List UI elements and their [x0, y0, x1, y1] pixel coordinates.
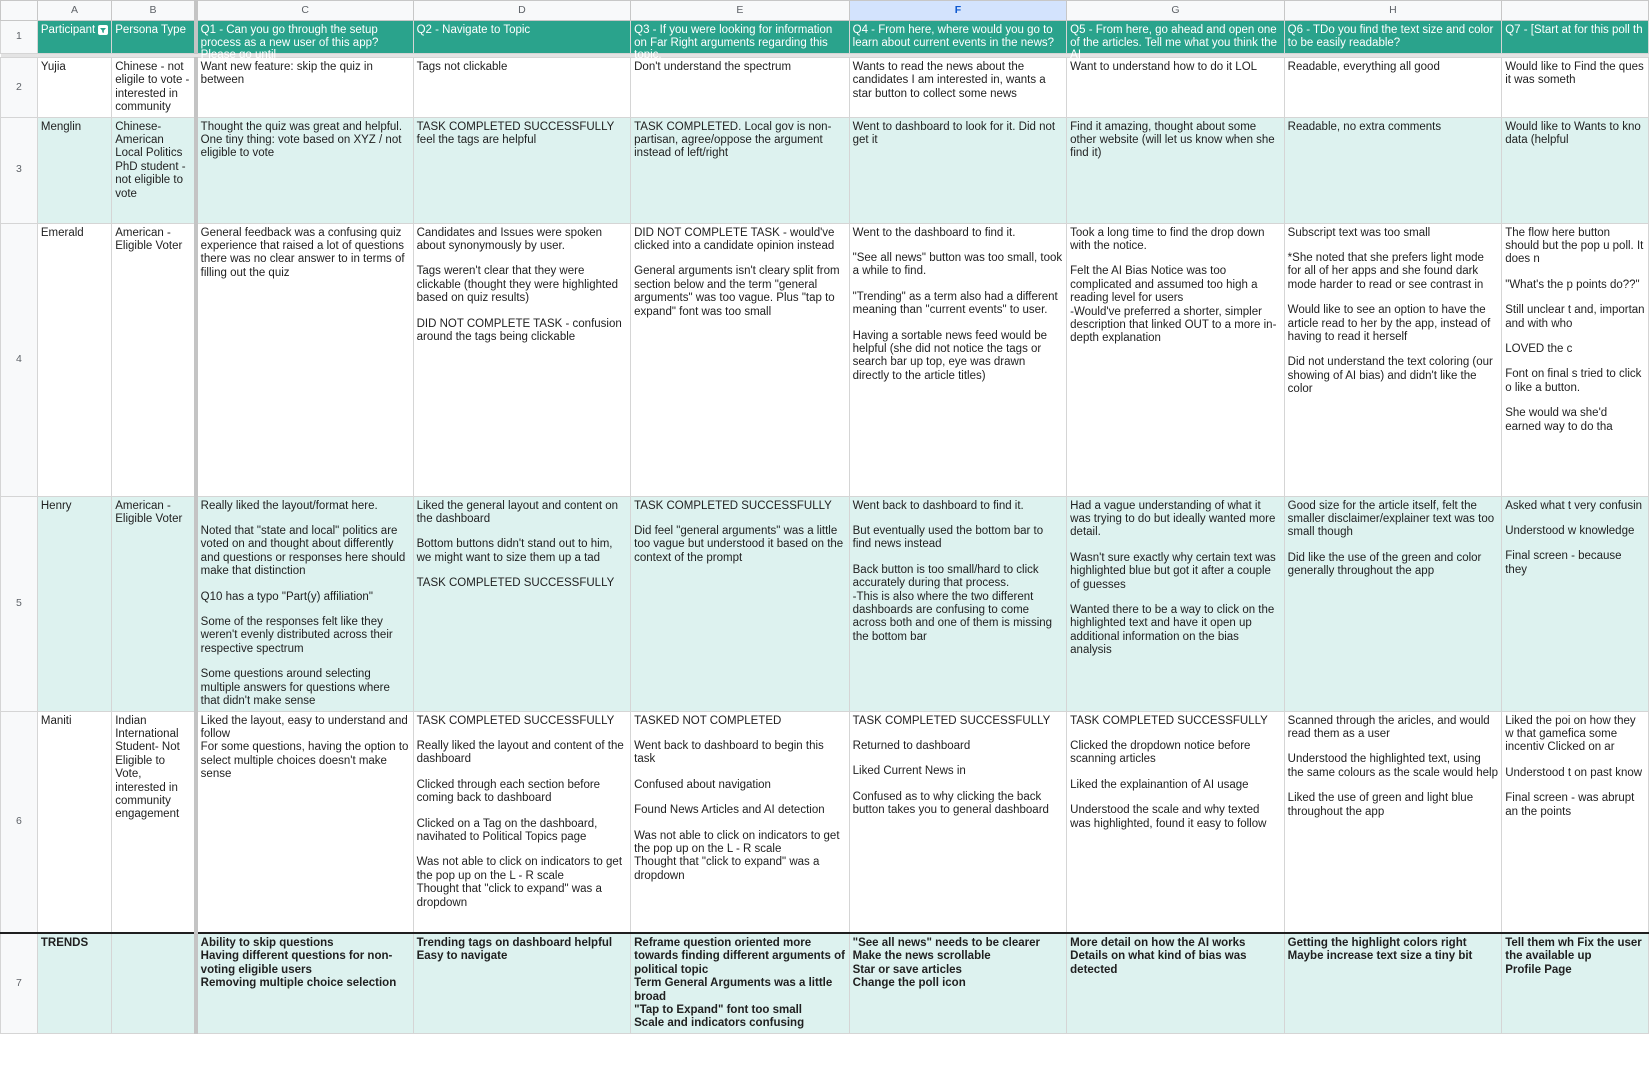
answer-paragraph: Went back to dashboard to find it.: [852, 499, 1024, 512]
answer-paragraph: Good size for the article itself, felt the smaller disclaimer/explainer text was too small though: [1287, 499, 1495, 539]
answer-cell-q1[interactable]: [196, 711, 413, 933]
answer-paragraph: Would like to Find the ques it was someth: [1505, 61, 1644, 87]
table-row: [1, 711, 1649, 933]
row-number[interactable]: 4: [1, 223, 38, 496]
answer-paragraph: Clicked through each section before coming back to dashboard: [416, 778, 601, 805]
answer-paragraph: DID NOT COMPLETE TASK - confusion around the tags being clickable: [416, 317, 622, 344]
answer-paragraph: Scanned through the aricles, and would read them as a user: [1287, 714, 1490, 740]
row-number[interactable]: 1: [1, 21, 38, 54]
participant-name: Yujia: [40, 61, 66, 73]
answer-paragraph: Wasn't sure exactly why certain text was highlighted blue but got it after a couple of guesses: [1070, 551, 1276, 591]
header-participant-cell: [38, 21, 111, 53]
answer-cell-q3[interactable]: [631, 711, 850, 933]
persona-text: American - Eligible Voter: [115, 499, 183, 526]
answer-cell-q6[interactable]: [1284, 496, 1502, 711]
participant-name: Henry: [40, 499, 72, 512]
header-persona-cell: Persona Type: [115, 24, 186, 36]
answer-text: [850, 118, 1067, 150]
answer-paragraph: Would like to Wants to kno data (helpful: [1505, 120, 1641, 147]
answer-paragraph: Had a vague understanding of what it was trying to do but ideally wanted more detail.: [1070, 499, 1276, 539]
answer-paragraph: Readable, everything all good: [1287, 61, 1440, 73]
column-letter-next[interactable]: [1502, 1, 1649, 21]
answer-text: [631, 58, 849, 76]
answer-text: [198, 58, 413, 90]
answer-paragraph: Back button is too small/hard to click accurately during that process. -This is also where the two different dashboards are confusing to come across both and one of them is missing the bottom bar: [852, 563, 1053, 643]
answer-paragraph: TASK COMPLETED SUCCESSFULLY: [416, 577, 615, 590]
answer-cell-q6[interactable]: [1284, 58, 1502, 118]
answer-paragraph: Understood the highlighted text, using the same colours as the scale would help: [1287, 753, 1498, 779]
trend-cell-q2[interactable]: [413, 933, 631, 1033]
answer-cell-q2[interactable]: [413, 58, 631, 118]
answer-paragraph: Q10 has a typo "Part(y) affiliation": [200, 590, 373, 603]
answer-paragraph: Confused as to why clicking the back button takes you to general dashboard: [852, 790, 1049, 817]
table-row: [1, 117, 1649, 223]
header-question-text: Q3 - If you were looking for information on Far Right arguments regarding this topic,: [634, 24, 833, 62]
answer-cell-q2[interactable]: [413, 117, 631, 223]
header-persona[interactable]: [112, 21, 196, 54]
answer-text: [850, 497, 1067, 647]
answer-paragraph: TASK COMPLETED SUCCESSFULLY: [634, 499, 832, 512]
column-header-row: [1, 1, 1649, 21]
answer-paragraph: Tags not clickable: [416, 61, 508, 73]
answer-cell-q1[interactable]: [196, 496, 413, 711]
trend-cell-q6[interactable]: [1284, 933, 1502, 1033]
answer-paragraph: Find it amazing, thought about some other website (will let us know when she find it): [1070, 120, 1275, 160]
answer-cell-q2[interactable]: [413, 711, 631, 933]
row-number[interactable]: 6: [1, 711, 38, 933]
answer-paragraph: Wanted there to be a way to click on the highlighted text and have it open up additional information on the bias analysis: [1070, 604, 1275, 657]
answer-paragraph: DID NOT COMPLETE TASK - would've clicked into a candidate opinion instead: [634, 226, 835, 253]
trend-cell-q1[interactable]: [196, 933, 413, 1033]
participant-cell[interactable]: [37, 117, 111, 223]
answer-paragraph: *She noted that she prefers light mode for all of her apps and she found dark mode harder to read or see contrast in: [1287, 252, 1484, 291]
column-letter-h[interactable]: H: [1284, 1, 1502, 21]
answer-paragraph: Liked the general layout and content on the dashboard: [416, 499, 619, 526]
answer-cell-q3[interactable]: [631, 117, 850, 223]
answer-cell-q7[interactable]: [1502, 117, 1649, 223]
table-row: [1, 223, 1649, 496]
answer-paragraph: Found News Articles and AI detection: [634, 804, 825, 817]
trend-cell-q7[interactable]: [1502, 933, 1649, 1033]
answer-paragraph: Was not able to click on indicators to get the pop up on the L - R scale Thought that "click to expand" was a dropdown: [416, 856, 623, 909]
answer-text: [1067, 224, 1284, 348]
answer-text: [1285, 497, 1502, 581]
header-question-7[interactable]: [1502, 21, 1649, 54]
trend-text: [1285, 934, 1502, 966]
answer-cell-q5[interactable]: [1067, 117, 1285, 223]
answer-cell-q5[interactable]: [1067, 223, 1285, 496]
answer-text: [631, 118, 849, 163]
answer-paragraph: Thought the quiz was great and helpful. One tiny thing: vote based on XYZ / not eligible to vote: [200, 120, 403, 160]
participant-cell[interactable]: [37, 496, 111, 711]
answer-cell-q3[interactable]: [631, 496, 850, 711]
answer-paragraph: Bottom buttons didn't stand out to him, we might want to size them up a tad: [416, 538, 613, 564]
trend-text: [198, 934, 413, 993]
answer-paragraph: Did feel "general arguments" was a little too vague but understood it based on the context of the prompt: [634, 525, 844, 564]
answer-paragraph: Wants to read the news about the candidates I am interested in, wants a star button to collect some news: [852, 61, 1046, 100]
answer-paragraph: Really liked the layout/format here.: [200, 499, 378, 512]
participant-name: Maniti: [40, 714, 72, 727]
answer-paragraph: Readable, no extra comments: [1287, 120, 1442, 133]
table-row: [1, 496, 1649, 711]
trend-paragraph: Trending tags on dashboard helpful Easy to navigate: [416, 937, 613, 963]
column-letter-f[interactable]: F: [849, 1, 1067, 21]
answer-text: [198, 712, 413, 784]
answer-paragraph: Some of the responses felt like they weren't evenly distributed across their respective spectrum: [200, 616, 393, 655]
header-question-6[interactable]: [1284, 21, 1502, 54]
answer-text: [631, 712, 849, 886]
trend-text: [1502, 934, 1648, 979]
answer-cell-q3[interactable]: [631, 58, 850, 118]
persona-cell[interactable]: [112, 496, 196, 711]
answer-paragraph: Went to the dashboard to find it.: [852, 226, 1016, 239]
trend-paragraph: Tell them wh Fix the user the available up Profile Page: [1505, 937, 1642, 976]
participant-name: Menglin: [40, 120, 82, 133]
answer-cell-q4[interactable]: [849, 223, 1067, 496]
answer-paragraph: Understood t on past know: [1505, 766, 1643, 779]
answer-text: [1067, 497, 1284, 660]
answer-text: [414, 712, 631, 912]
answer-text: [631, 224, 849, 321]
answer-text: [1502, 712, 1648, 821]
answer-text: [1502, 58, 1648, 90]
header-participant-label: Participant: [40, 24, 96, 36]
table-row: [1, 58, 1649, 118]
answer-cell-q4[interactable]: [849, 496, 1067, 711]
select-all-corner[interactable]: [1, 1, 38, 21]
trends-label: TRENDS: [40, 937, 89, 949]
answer-paragraph: Liked the use of green and light blue throughout the app: [1287, 792, 1474, 818]
answer-paragraph: Confused about navigation: [634, 778, 771, 791]
trend-paragraph: Reframe question oriented more towards finding different arguments of political topic Term General Arguments was a little broad "Tap to Expand" font too small Scale and indicators confusing: [634, 937, 845, 1030]
answer-text: [850, 224, 1067, 386]
answer-text: [1502, 497, 1648, 580]
header-question-5[interactable]: [1067, 21, 1285, 62]
answer-text: [1285, 118, 1502, 136]
header-question-text: Q1 - Can you go through the setup process as a new user of this app? Please go until: [200, 24, 379, 62]
answer-cell-q5[interactable]: [1067, 711, 1285, 933]
trends-label-cell[interactable]: [37, 933, 111, 1033]
answer-cell-q1[interactable]: [196, 223, 413, 496]
answer-paragraph: TASK COMPLETED SUCCESSFULLY: [852, 714, 1051, 727]
answer-paragraph: Final screen - was abrupt an the points: [1505, 792, 1635, 818]
answer-text: [414, 497, 631, 593]
trend-text: [631, 934, 849, 1033]
answer-cell-q6[interactable]: [1284, 223, 1502, 496]
answer-cell-q1[interactable]: [196, 117, 413, 223]
answer-text: [198, 497, 413, 711]
answer-paragraph: LOVED the c: [1505, 343, 1573, 356]
persona-text: Chinese-American Local Politics PhD student - not eligible to vote: [115, 120, 186, 200]
column-letter-a[interactable]: A: [37, 1, 111, 21]
answer-cell-q2[interactable]: [413, 496, 631, 711]
answer-paragraph: General arguments isn't cleary split from section below and the term "general arguments" was too vague. Plus "tap to expand" font was too small: [634, 265, 840, 318]
answer-text: [414, 118, 631, 150]
answer-paragraph: Having a sortable news feed would be helpful (she did not notice the tags or search bar up top, eye was drawn directly to the article titles): [852, 329, 1047, 382]
answer-paragraph: Felt the AI Bias Notice was too complicated and assumed too high a reading level for users -Would've preferred a shorter, simpler description that linked OUT to a more in-depth explanation: [1070, 265, 1277, 345]
answer-paragraph: Don't understand the spectrum: [634, 61, 792, 73]
answer-text: [1502, 224, 1648, 436]
participant-cell[interactable]: [37, 711, 111, 933]
trend-text: [1067, 934, 1284, 979]
answer-text: [198, 224, 413, 283]
answer-paragraph: Did like the use of the green and color generally throughout the app: [1287, 551, 1482, 578]
answer-paragraph: "See all news" button was too small, took a while to find.: [852, 252, 1063, 278]
answer-cell-q1[interactable]: [196, 58, 413, 118]
answer-paragraph: TASK COMPLETED SUCCESSFULLY: [416, 714, 615, 727]
header-question-text: Q7 - [Start at for this poll th: [1505, 24, 1643, 36]
answer-text: [850, 712, 1067, 820]
answer-paragraph: Liked the explainantion of AI usage: [1070, 778, 1249, 791]
answer-text: [198, 118, 413, 163]
answer-cell-q6[interactable]: [1284, 711, 1502, 933]
answer-cell-q6[interactable]: [1284, 117, 1502, 223]
answer-cell-q4[interactable]: [849, 58, 1067, 118]
answer-paragraph: General feedback was a confusing quiz experience that raised a lot of questions there was no clear answer to in terms of filling out the quiz: [200, 226, 405, 279]
answer-paragraph: Still unclear t and, importan and with who: [1505, 304, 1645, 330]
column-letter-c[interactable]: C: [196, 1, 413, 21]
answer-text: [1067, 58, 1284, 76]
answer-paragraph: Clicked the dropdown notice before scanning articles: [1070, 739, 1251, 766]
answer-paragraph: Understood the scale and why texted was highlighted, found it easy to follow: [1070, 804, 1267, 830]
answer-paragraph: The flow here button should but the pop u poll. It does n: [1505, 226, 1644, 266]
answer-paragraph: Went back to dashboard to begin this task: [634, 739, 824, 766]
column-letter-b[interactable]: B: [112, 1, 196, 21]
answer-paragraph: Understood w knowledge: [1505, 525, 1635, 538]
answer-cell-q7[interactable]: [1502, 496, 1649, 711]
answer-paragraph: But eventually used the bottom bar to find news instead: [852, 525, 1044, 551]
column-letter-g[interactable]: G: [1067, 1, 1285, 21]
answer-paragraph: TASK COMPLETED SUCCESSFULLY feel the tags are helpful: [416, 120, 615, 147]
answer-paragraph: Asked what t very confusin: [1505, 499, 1643, 512]
answer-paragraph: TASKED NOT COMPLETED: [634, 714, 782, 727]
header-question-text: Q4 - From here, where would you go to learn about current events in the news?: [852, 24, 1055, 49]
answer-paragraph: Font on final s tried to click o like a button.: [1505, 368, 1642, 394]
answer-paragraph: "Trending" as a term also had a different meaning than "current events" to user.: [852, 290, 1058, 317]
trend-text: [850, 934, 1067, 993]
answer-text: [1285, 224, 1502, 399]
trend-paragraph: More detail on how the AI works Details on what kind of bias was detected: [1070, 937, 1247, 976]
answer-paragraph: Was not able to click on indicators to get the pop up on the L - R scale Thought that "click to expand" was a dropdown: [634, 829, 840, 882]
answer-cell-q7[interactable]: [1502, 58, 1649, 118]
trends-row: [1, 933, 1649, 1033]
answer-paragraph: "What's the p points do??": [1505, 278, 1640, 291]
header-question-text: Q5 - From here, go ahead and open one of the articles. Tell me what you think the AI: [1070, 24, 1278, 62]
persona-cell[interactable]: [112, 223, 196, 496]
answer-cell-q7[interactable]: [1502, 223, 1649, 496]
trend-cell-q5[interactable]: [1067, 933, 1285, 1033]
answer-cell-q5[interactable]: [1067, 58, 1285, 118]
answer-paragraph: Final screen - because they: [1505, 550, 1622, 576]
answer-cell-q4[interactable]: [849, 711, 1067, 933]
answer-text: [850, 58, 1067, 103]
trend-cell-q4[interactable]: [849, 933, 1067, 1033]
header-question-4[interactable]: [849, 21, 1067, 54]
persona-cell[interactable]: [112, 58, 196, 118]
persona-cell[interactable]: [112, 711, 196, 933]
header-row: [1, 21, 1649, 54]
empty-cell: [112, 934, 193, 939]
trend-paragraph: Getting the highlight colors right Maybe increase text size a tiny bit: [1287, 937, 1473, 963]
persona-text: Chinese - not eligile to vote - interested in community: [115, 61, 190, 114]
header-question-1[interactable]: [196, 21, 413, 62]
answer-paragraph: Took a long time to find the drop down with the notice.: [1070, 226, 1265, 253]
answer-paragraph: Did not understand the text coloring (our showing of AI bias) and didn't like the color: [1287, 356, 1493, 396]
participant-cell[interactable]: [37, 58, 111, 118]
answer-cell-q4[interactable]: [849, 117, 1067, 223]
row-number[interactable]: 7: [1, 933, 38, 1033]
row-number[interactable]: 2: [1, 58, 38, 118]
persona-cell[interactable]: [112, 117, 196, 223]
answer-paragraph: Want new feature: skip the quiz in between: [200, 61, 373, 87]
answer-paragraph: Clicked on a Tag on the dashboard, navihated to Political Topics page: [416, 817, 598, 843]
answer-paragraph: Really liked the layout and content of the dashboard: [416, 739, 624, 766]
column-letter-e[interactable]: E: [631, 1, 850, 21]
answer-paragraph: Some questions around selecting multiple answers for questions where that didn't make sense: [200, 668, 390, 708]
header-question-text: Q2 - Navigate to Topic: [416, 24, 531, 36]
answer-paragraph: Tags weren't clear that they were clickable (thought they were highlighted based on quiz results): [416, 265, 618, 305]
answer-paragraph: Would like to see an option to have the article read to her by the app, instead of having to read it herself: [1287, 304, 1491, 344]
answer-paragraph: Liked the poi on how they w that gamefica some incentiv Clicked on ar: [1505, 714, 1636, 754]
answer-paragraph: Liked Current News in: [852, 765, 966, 778]
participant-cell[interactable]: [37, 223, 111, 496]
answer-paragraph: Candidates and Issues were spoken about synonymously by user.: [416, 226, 603, 253]
header-question-2[interactable]: [413, 21, 631, 54]
participant-name: Emerald: [40, 226, 84, 239]
answer-paragraph: Returned to dashboard: [852, 739, 971, 752]
header-question-3[interactable]: [631, 21, 850, 62]
row-number[interactable]: 3: [1, 117, 38, 223]
row-number[interactable]: 5: [1, 496, 38, 711]
trends-persona-cell[interactable]: [112, 933, 196, 1033]
persona-text: Indian International Student- Not Eligible to Vote, interested in community engagement: [115, 714, 180, 821]
trend-text: [414, 934, 631, 966]
answer-text: [1285, 712, 1502, 821]
answer-cell-q5[interactable]: [1067, 496, 1285, 711]
trend-cell-q3[interactable]: [631, 933, 850, 1033]
answer-paragraph: TASK COMPLETED SUCCESSFULLY: [1070, 714, 1268, 727]
trend-paragraph: "See all news" needs to be clearer Make the news scrollable Star or save articles Change the poll icon: [852, 937, 1040, 990]
answer-paragraph: Liked the layout, easy to understand and follow For some questions, having the option to select multiple choices doesn't make sense: [200, 714, 409, 781]
header-question-text: Q6 - TDo you find the text size and color to be easily readable?: [1287, 24, 1494, 49]
answer-text: [1502, 118, 1648, 150]
answer-text: [1067, 712, 1284, 833]
persona-text: American - Eligible Voter: [115, 226, 183, 253]
answer-paragraph: TASK COMPLETED. Local gov is non-partisan, agree/oppose the argument instead of left/right: [634, 120, 832, 160]
header-participant[interactable]: [37, 21, 111, 54]
answer-text: [414, 224, 631, 347]
answer-text: [1285, 58, 1502, 76]
answer-cell-q3[interactable]: [631, 223, 850, 496]
answer-paragraph: Subscript text was too small: [1287, 226, 1431, 239]
answer-cell-q2[interactable]: [413, 223, 631, 496]
answer-text: [414, 58, 631, 76]
answer-paragraph: Want to understand how to do it LOL: [1070, 61, 1258, 73]
answer-paragraph: Noted that "state and local" politics are voted on and thought about differently and questions or responses here should make that distinction: [200, 525, 406, 578]
filter-icon[interactable]: [98, 25, 108, 35]
answer-cell-q7[interactable]: [1502, 711, 1649, 933]
trend-paragraph: Ability to skip questions Having different questions for non-voting eligible users Removing multiple choice selection: [200, 937, 397, 990]
answer-paragraph: Went to dashboard to look for it. Did not get it: [852, 120, 1056, 147]
column-letter-d[interactable]: D: [413, 1, 631, 21]
answer-text: [1067, 118, 1284, 163]
answer-text: [631, 497, 849, 568]
answer-paragraph: She would wa she'd earned way to do tha: [1505, 407, 1613, 433]
